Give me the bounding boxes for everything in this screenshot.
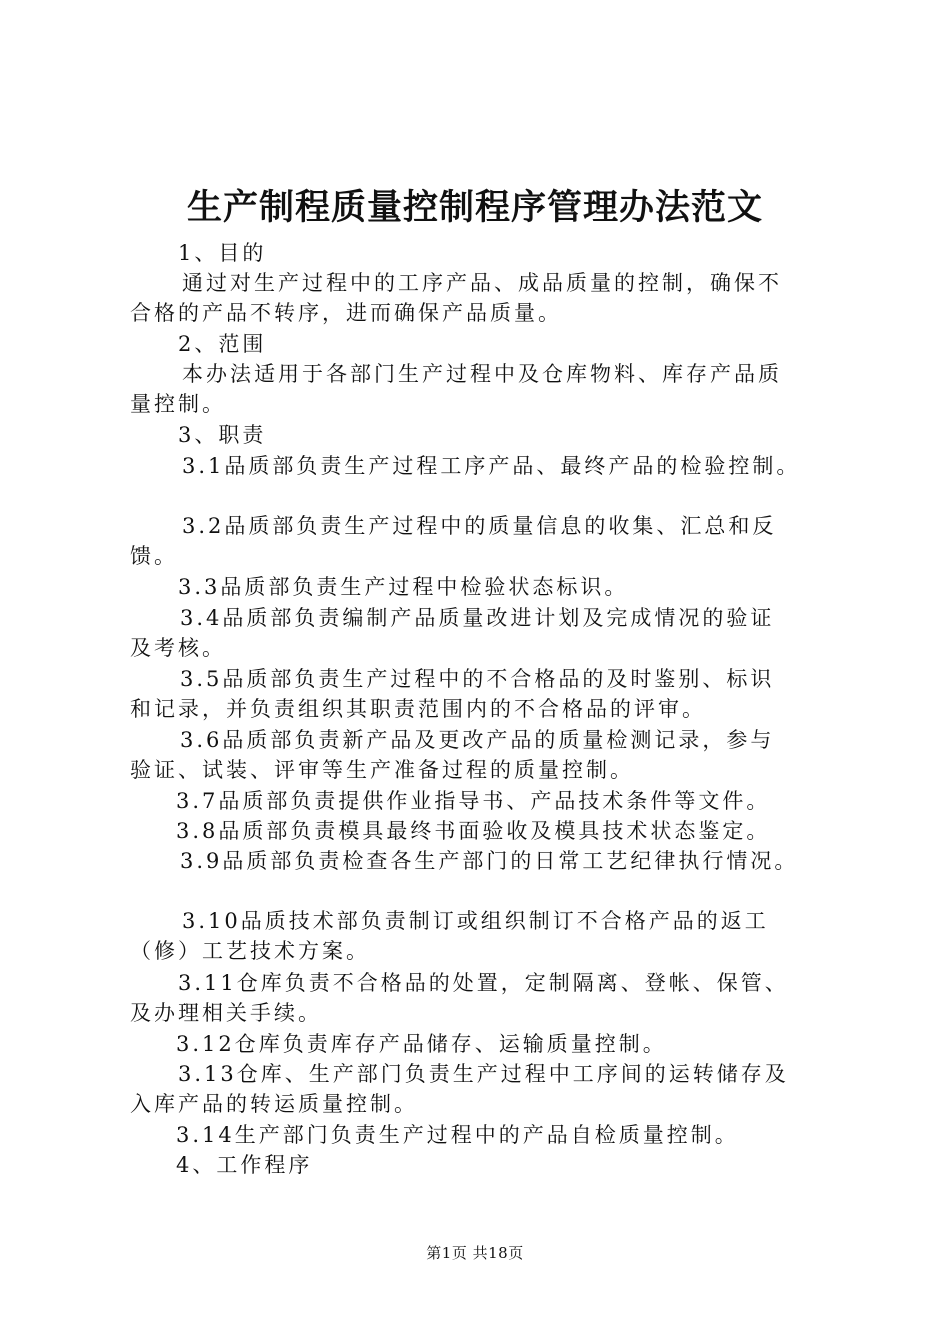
page-number-footer: 第1页 共18页 bbox=[426, 1244, 524, 1262]
document-title: 生产制程质量控制程序管理办法范文 bbox=[186, 188, 763, 228]
paragraph-line: 量控制。 bbox=[130, 392, 226, 416]
paragraph-line: 验证、试装、评审等生产准备过程的质量控制。 bbox=[130, 758, 634, 782]
list-item: 3.10品质技术部负责制订或组织制订不合格产品的返工 bbox=[182, 909, 769, 933]
paragraph-line: 合格的产品不转序，进而确保产品质量。 bbox=[130, 301, 562, 325]
list-item: 3.7品质部负责提供作业指导书、产品技术条件等文件。 bbox=[176, 789, 771, 813]
list-item: 3.9品质部负责检查各生产部门的日常工艺纪律执行情况。 bbox=[180, 849, 799, 873]
list-item: 3.5品质部负责生产过程中的不合格品的及时鉴别、标识 bbox=[180, 667, 775, 691]
paragraph-line: 本办法适用于各部门生产过程中及仓库物料、库存产品质 bbox=[182, 362, 782, 386]
section-heading: 2、范围 bbox=[178, 332, 267, 356]
paragraph-line: （修）工艺技术方案。 bbox=[130, 939, 370, 963]
list-item: 3.13仓库、生产部门负责生产过程中工序间的运转储存及 bbox=[178, 1062, 789, 1086]
list-item: 3.11仓库负责不合格品的处置，定制隔离、登帐、保管、 bbox=[178, 971, 789, 995]
section-heading: 1、目的 bbox=[178, 241, 267, 265]
paragraph-line: 通过对生产过程中的工序产品、成品质量的控制，确保不 bbox=[182, 271, 782, 295]
list-item: 3.3品质部负责生产过程中检验状态标识。 bbox=[178, 575, 629, 599]
list-item: 3.1品质部负责生产过程工序产品、最终产品的检验控制。 bbox=[182, 454, 801, 478]
paragraph-line: 及考核。 bbox=[130, 636, 226, 660]
paragraph-line: 入库产品的转运质量控制。 bbox=[130, 1092, 418, 1116]
paragraph-line: 馈。 bbox=[130, 544, 178, 568]
list-item: 3.12仓库负责库存产品储存、运输质量控制。 bbox=[176, 1032, 667, 1056]
list-item: 3.6品质部负责新产品及更改产品的质量检测记录，参与 bbox=[180, 728, 775, 752]
section-heading: 4、工作程序 bbox=[176, 1153, 313, 1177]
list-item: 3.8品质部负责模具最终书面验收及模具技术状态鉴定。 bbox=[176, 819, 771, 843]
section-heading: 3、职责 bbox=[178, 423, 267, 447]
paragraph-line: 和记录，并负责组织其职责范围内的不合格品的评审。 bbox=[130, 697, 706, 721]
list-item: 3.4品质部负责编制产品质量改进计划及完成情况的验证 bbox=[180, 606, 775, 630]
list-item: 3.2品质部负责生产过程中的质量信息的收集、汇总和反 bbox=[182, 514, 777, 538]
paragraph-line: 及办理相关手续。 bbox=[130, 1001, 322, 1025]
list-item: 3.14生产部门负责生产过程中的产品自检质量控制。 bbox=[176, 1123, 739, 1147]
